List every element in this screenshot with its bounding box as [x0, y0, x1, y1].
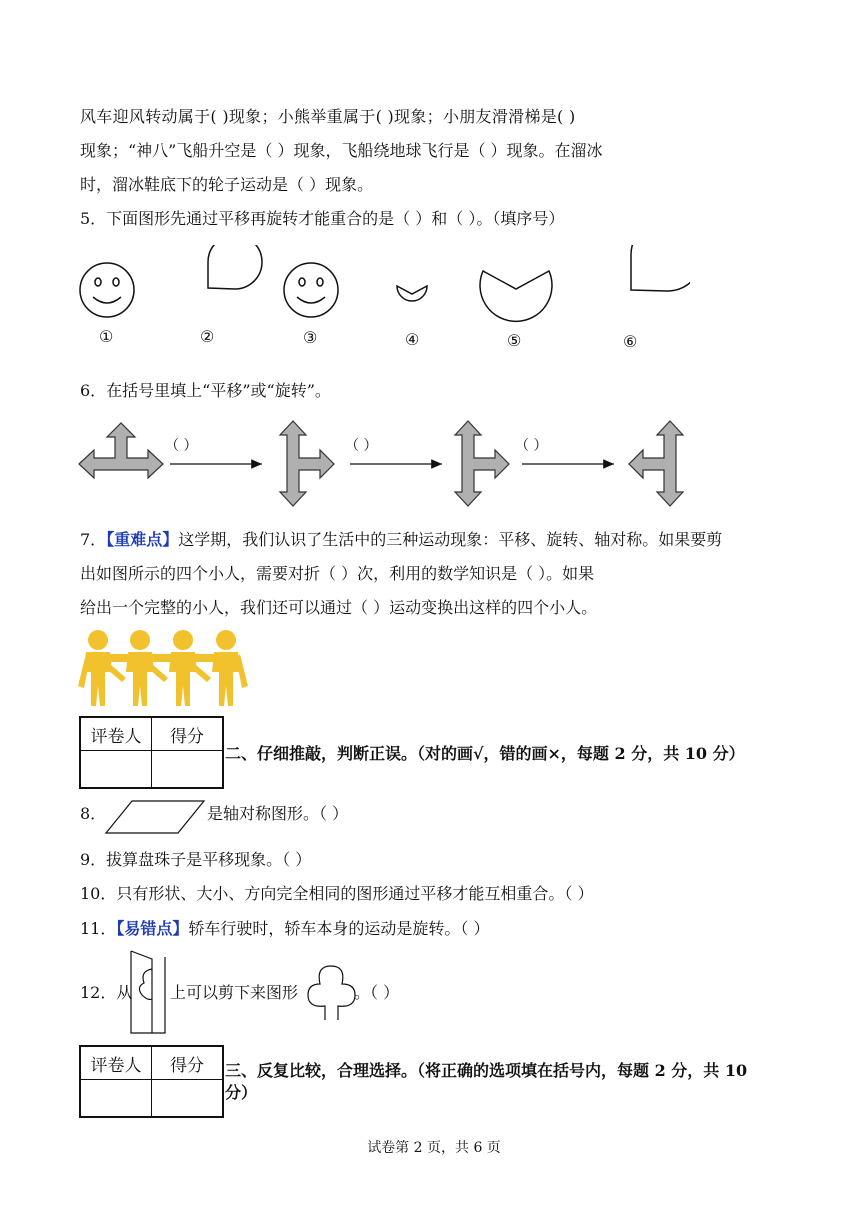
q6-bracket-1: （ ）	[165, 438, 198, 454]
q10-text: 10．只有形状、大小、方向完全相同的图形通过平移才能互相重合。（ ）	[80, 884, 594, 903]
q7-number: 7．	[80, 530, 107, 549]
q11-number: 11．	[80, 919, 117, 938]
q4-line3: 时，溜冰鞋底下的轮子运动是（ ）现象。	[80, 175, 374, 194]
smiley-face-1	[80, 263, 134, 317]
reviewer-cell-2[interactable]	[80, 1080, 152, 1118]
q5-shapes	[70, 245, 690, 360]
q11-tag: 【易错点】	[116, 919, 189, 938]
score-header: 得分	[152, 717, 224, 751]
q6-arrow-sequence	[76, 418, 696, 513]
q6-bracket-3: （ ）	[515, 438, 548, 454]
shape-label-5: ⑤	[507, 331, 522, 350]
q9-text: 9．拔算盘珠子是平移现象。（ ）	[80, 850, 312, 869]
person-4	[212, 630, 248, 706]
score-header-2: 得分	[152, 1046, 224, 1080]
q7-tag: 【重难点】	[106, 530, 179, 549]
person-1	[78, 630, 112, 706]
q4-line2: 现象；“神八”飞船升空是（ ）现象，飞船绕地球飞行是（ ）现象。在溜冰	[80, 141, 603, 160]
pie-shape-2	[208, 245, 262, 289]
q11-line	[80, 918, 489, 940]
folded-paper-figure	[128, 949, 170, 1035]
q12-middle: 上可以剪下来图形	[170, 983, 299, 1002]
notched-circle-4	[397, 286, 427, 301]
q5-text: 5．下面图形先通过平移再旋转才能重合的是（ ）和（ ）。（填序号）	[80, 209, 565, 228]
q8-text: 是轴对称图形。（ ）	[207, 804, 349, 823]
q4-line1: 风车迎风转动属于( )现象；小熊举重属于( )现象；小朋友滑滑梯是( )	[80, 107, 576, 126]
section-2-title: 二、仔细推敲，判断正误。（对的画√，错的画×，每题 2 分，共 10 分）	[225, 744, 745, 763]
parallelogram-icon	[104, 799, 206, 835]
arrow-figure-1	[79, 423, 163, 478]
pie-shape-6	[631, 245, 690, 291]
q11-text: 轿车行驶时，轿车本身的运动是旋转。（ ）	[188, 919, 490, 938]
q7-line1-text: 这学期，我们认识了生活中的三种运动现象：平移、旋转、轴对称。如果要剪	[178, 530, 723, 549]
reviewer-header-2: 评卷人	[80, 1046, 152, 1080]
q7-line3: 给出一个完整的小人，我们还可以通过（ ）运动变换出这样的四个小人。	[80, 598, 598, 617]
q12-prefix: 12．从	[80, 983, 133, 1002]
smiley-face-3	[284, 263, 338, 317]
score-cell[interactable]	[152, 751, 224, 789]
q8-number: 8．	[80, 804, 107, 823]
arrow-figure-4	[629, 421, 683, 506]
score-box-2	[79, 1045, 224, 1118]
reviewer-header: 评卷人	[80, 717, 152, 751]
club-shape-icon	[304, 962, 360, 1022]
q6-bracket-2: （ ）	[345, 438, 378, 454]
q7-line2: 出如图所示的四个小人，需要对折（ ）次，利用的数学知识是（ ）。如果	[80, 564, 595, 583]
arrow-figure-3	[455, 421, 509, 506]
q6-text: 6．在括号里填上“平移”或“旋转”。	[80, 381, 331, 400]
q7-line1	[80, 529, 722, 551]
score-cell-2[interactable]	[152, 1080, 224, 1118]
shape-label-4: ④	[405, 330, 420, 349]
shape-label-6: ⑥	[623, 332, 638, 351]
reviewer-cell[interactable]	[80, 751, 152, 789]
arrow-figure-2	[280, 421, 334, 506]
person-2	[126, 630, 154, 706]
section-3-title-line1: 三、反复比较，合理选择。（将正确的选项填在括号内，每题 2 分，共 10	[225, 1061, 748, 1080]
person-3	[169, 630, 197, 706]
paper-people-figure	[78, 628, 250, 710]
page-footer: 试卷第 2 页，共 6 页	[367, 1140, 501, 1156]
section-3-title-line2: 分）	[225, 1083, 258, 1102]
shape-label-3: ③	[303, 328, 318, 347]
q12-suffix: 。（ ）	[354, 983, 400, 1002]
shape-label-2: ②	[200, 327, 215, 346]
notched-circle-5	[480, 271, 552, 321]
score-box-1	[79, 716, 224, 789]
shape-label-1: ①	[99, 327, 114, 346]
